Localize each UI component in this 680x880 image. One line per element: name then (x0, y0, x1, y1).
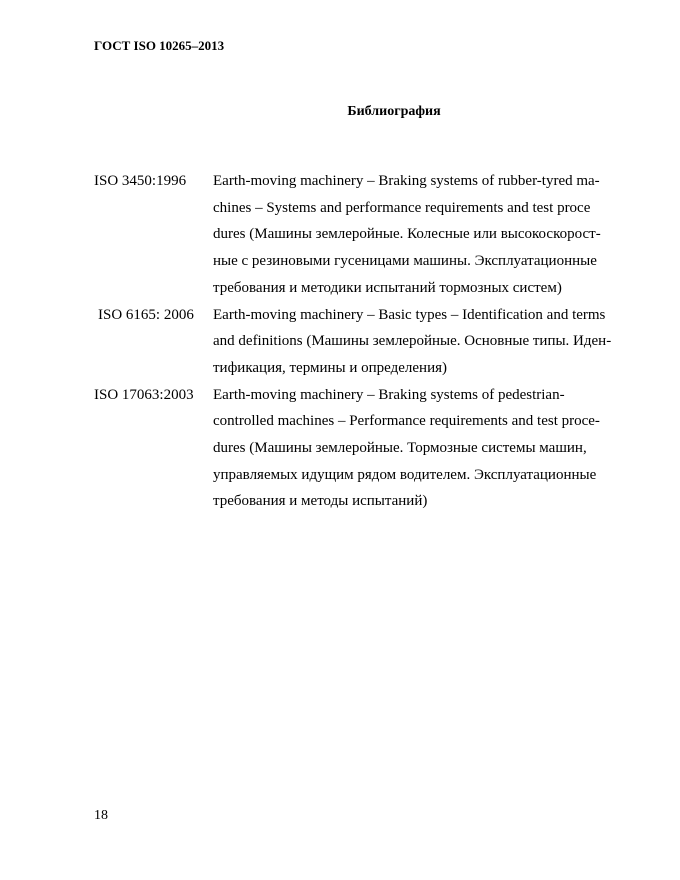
entry-line: Earth-moving machinery – Braking systems of pedestrian- (213, 386, 565, 403)
entry-description (213, 302, 639, 382)
bibliography-list (94, 168, 639, 515)
entry-line: ные с резиновыми гусеницами машины. Эксплуатационные (213, 253, 597, 270)
entry-code: ISO 3450:1996 (94, 173, 187, 189)
document-header: ГОСТ ISO 10265–2013 (94, 38, 225, 53)
entry-line: требования и методы испытаний) (213, 493, 428, 510)
entry-line: управляемых идущим рядом водителем. Эксплуатационные (213, 466, 597, 483)
bibliography-entry-iso-17063 (94, 382, 639, 516)
bibliography-entry-iso-3450 (94, 168, 639, 302)
page-number: 18 (94, 808, 108, 823)
entry-description (213, 382, 639, 516)
bibliography-title: Библиография (347, 104, 441, 119)
entry-line: требования и методики испытаний тормозных систем) (213, 279, 562, 296)
entry-line: dures (Машины землеройные. Тормозные системы машин, (213, 440, 587, 457)
entry-line: chines – Systems and performance requirements and test proce (213, 199, 591, 216)
entry-line: controlled machines – Performance requirements and test proce- (213, 413, 600, 430)
entry-line: and definitions (Машины землеройные. Основные типы. Иден- (213, 333, 612, 350)
entry-line: Earth-moving machinery – Braking systems of rubber-tyred ma- (213, 173, 600, 189)
entry-code: ISO 6165: 2006 (98, 306, 194, 323)
bibliography-entry-iso-6165 (94, 302, 639, 382)
entry-line: Earth-moving machinery – Basic types – Identification and terms (213, 306, 606, 323)
entry-line: dures (Машины землеройные. Колесные или высокоскорост- (213, 226, 601, 243)
entry-description (213, 168, 639, 302)
entry-line: тификация, термины и определения) (213, 359, 448, 376)
entry-code: ISO 17063:2003 (94, 386, 194, 403)
